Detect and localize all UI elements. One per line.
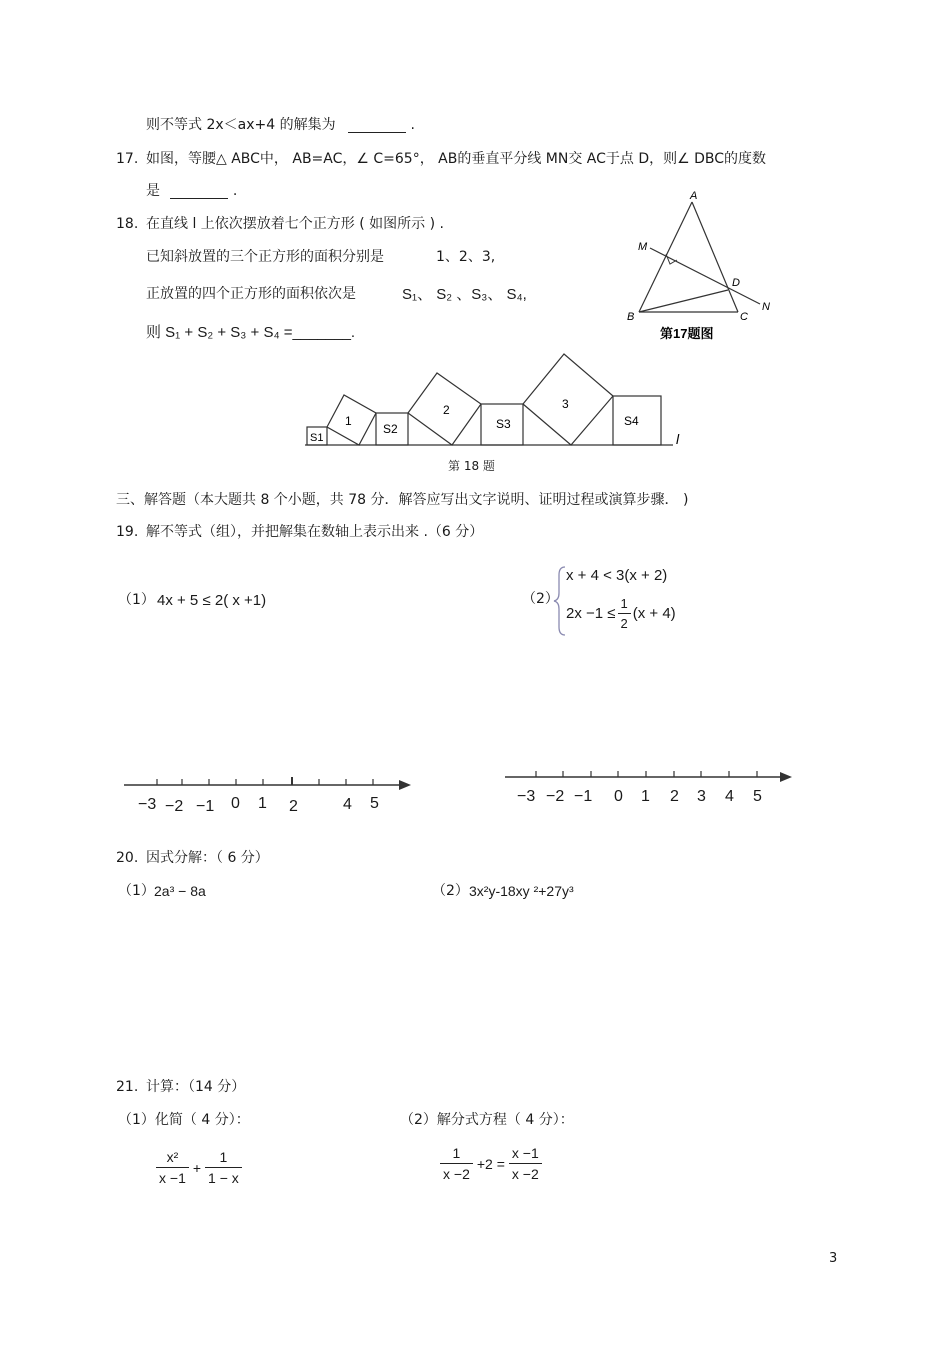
q16-end: . (410, 117, 415, 133)
number-line-2 (502, 762, 797, 808)
axis2-tick-label: −2 (546, 788, 565, 805)
axis1-tick-label: −1 (196, 798, 215, 815)
segment-bd (639, 290, 728, 312)
axis1-tick-label: −3 (138, 796, 157, 813)
q21-part2-expr (438, 1146, 544, 1181)
q19-part2-line2-right: (x + 4) (632, 605, 676, 622)
q20-part2-expr: 3x²y-18xy ²+27y³ (469, 883, 574, 899)
q21-text: 计算：（14 分） (146, 1079, 246, 1095)
q16-text: 则不等式 2x＜ax+4 的解集为 (146, 117, 336, 133)
q17-triangle-figure (620, 188, 790, 348)
plus-operator: + (192, 1159, 202, 1176)
q17-line2-text: 是 (146, 183, 160, 199)
axis2-tick-label: 1 (641, 788, 650, 805)
fraction-numerator: 1 (618, 597, 631, 614)
q19-text: 解不等式（组），并把解集在数轴上表示出来 .（6 分） (146, 524, 484, 540)
q21-part1-expr (154, 1150, 244, 1185)
label-c: C (740, 311, 748, 323)
q16-tail (146, 118, 415, 133)
q18-line2-values: 1、2、3, (436, 249, 496, 265)
label-b: B (627, 311, 635, 323)
fraction-denominator: 1 − x (208, 1170, 239, 1186)
fraction-1 (440, 1146, 473, 1181)
q18-line2: 已知斜放置的三个正方形的面积分别是 (146, 249, 384, 265)
label-s2: S2 (383, 422, 398, 436)
axis2-tick-label: 4 (725, 788, 734, 805)
q19-part2-line1: x + 4 < 3(x + 2) (566, 567, 668, 584)
equation-middle: +2 = (476, 1155, 505, 1172)
axis1-tick-label: 0 (231, 795, 240, 812)
side-ac (692, 202, 738, 312)
label-tilted-1: 1 (345, 414, 352, 428)
label-s4: S4 (624, 414, 639, 428)
axis1-tick-label: 2 (289, 798, 298, 815)
q17-line1: 如图，等腰△ ABC中， AB=AC，∠ C=65°， AB的垂直平分线 MN交 AC于点 D，则∠ DBC的度数 (146, 151, 767, 167)
number-line-1 (120, 770, 415, 820)
q18-line4: 则 S₁ + S₂ + S₃ + S₄ =_______. (146, 324, 356, 341)
label-d: D (732, 277, 740, 289)
fraction-denominator: x −1 (159, 1170, 186, 1186)
axis2-tick-label: 2 (670, 788, 679, 805)
axis2-tick-label: 3 (697, 788, 706, 805)
q21-number: 21. (116, 1079, 139, 1095)
fraction-denominator: x −2 (443, 1166, 470, 1182)
q19-number: 19. (116, 524, 139, 540)
q19-part1-expr: 4x + 5 ≤ 2( x +1) (157, 592, 267, 609)
q18-figure-caption: 第 18 题 (448, 459, 495, 473)
label-s1: S1 (310, 432, 324, 444)
label-n: N (762, 301, 770, 313)
fraction-2 (509, 1146, 542, 1181)
q18-number: 18. (116, 216, 139, 232)
axis2-tick-label: 0 (614, 788, 623, 805)
q18-line3: 正放置的四个正方形的面积依次是 (146, 286, 356, 302)
q19-part2-line2 (566, 597, 676, 630)
axis2-tick-label: −3 (517, 788, 536, 805)
page-number: 3 (829, 1251, 838, 1266)
q21-part2-label: （2）解分式方程（ 4 分）： (400, 1112, 574, 1128)
q16-answer-blank (348, 118, 406, 133)
q17-line2 (146, 184, 237, 199)
fraction-numerator: 1 (205, 1150, 242, 1168)
q19-part2-label: （2） (522, 591, 559, 607)
axis1-tick-label: 4 (343, 796, 352, 813)
q20-text: 因式分解：（ 6 分） (146, 850, 269, 866)
section3-heading: 三、解答题（本大题共 8 个小题，共 78 分．解答应写出文字说明、证明过程或演算步骤． ) (116, 492, 689, 508)
q20-part2-label: （2） (432, 883, 469, 899)
axis1-tick-label: −2 (165, 798, 184, 815)
q18-line1: 在直线 l 上依次摆放着七个正方形 ( 如图所示 ) . (146, 216, 444, 232)
q18-squares-figure (300, 348, 700, 450)
q21-part1-label: （1）化简（ 4 分）： (118, 1112, 250, 1128)
q17-figure-caption: 第17题图 (660, 326, 714, 341)
axis1-tick-label: 5 (370, 795, 379, 812)
label-tilted-2: 2 (443, 403, 450, 417)
side-ab (639, 202, 692, 312)
fraction-1 (156, 1150, 189, 1185)
arrow-head-icon (780, 772, 792, 782)
fraction-2 (205, 1150, 242, 1185)
fraction-numerator: x −1 (509, 1146, 542, 1164)
q17-end: . (232, 183, 238, 199)
arrow-head-icon (399, 780, 411, 790)
label-m: M (638, 241, 648, 253)
q17-number: 17. (116, 151, 139, 167)
q17-answer-blank (170, 184, 228, 199)
fraction-denominator: x −2 (511, 1166, 539, 1182)
q20-part1-expr: 2a³ − 8a (154, 883, 206, 899)
q19-part2-fraction (618, 597, 631, 630)
label-tilted-3: 3 (562, 397, 569, 411)
q19-part1-label: （1） (118, 592, 155, 608)
q19-part2-line2-left: 2x −1 ≤ (566, 605, 616, 622)
q18-line3-values: S₁、 S₂ 、S₃、 S₄, (402, 286, 527, 303)
system-brace (553, 565, 567, 637)
axis1-tick-label: 1 (258, 795, 267, 812)
axis2-tick-label: −1 (574, 788, 593, 805)
label-a: A (690, 190, 698, 202)
line-l-label: l (676, 431, 680, 447)
q20-number: 20. (116, 850, 139, 866)
fraction-numerator: 1 (440, 1146, 473, 1164)
fraction-numerator: x² (156, 1150, 189, 1168)
label-s3: S3 (496, 417, 511, 431)
q20-part1-label: （1） (118, 883, 155, 899)
fraction-denominator: 2 (620, 616, 628, 631)
axis2-tick-label: 5 (753, 788, 762, 805)
